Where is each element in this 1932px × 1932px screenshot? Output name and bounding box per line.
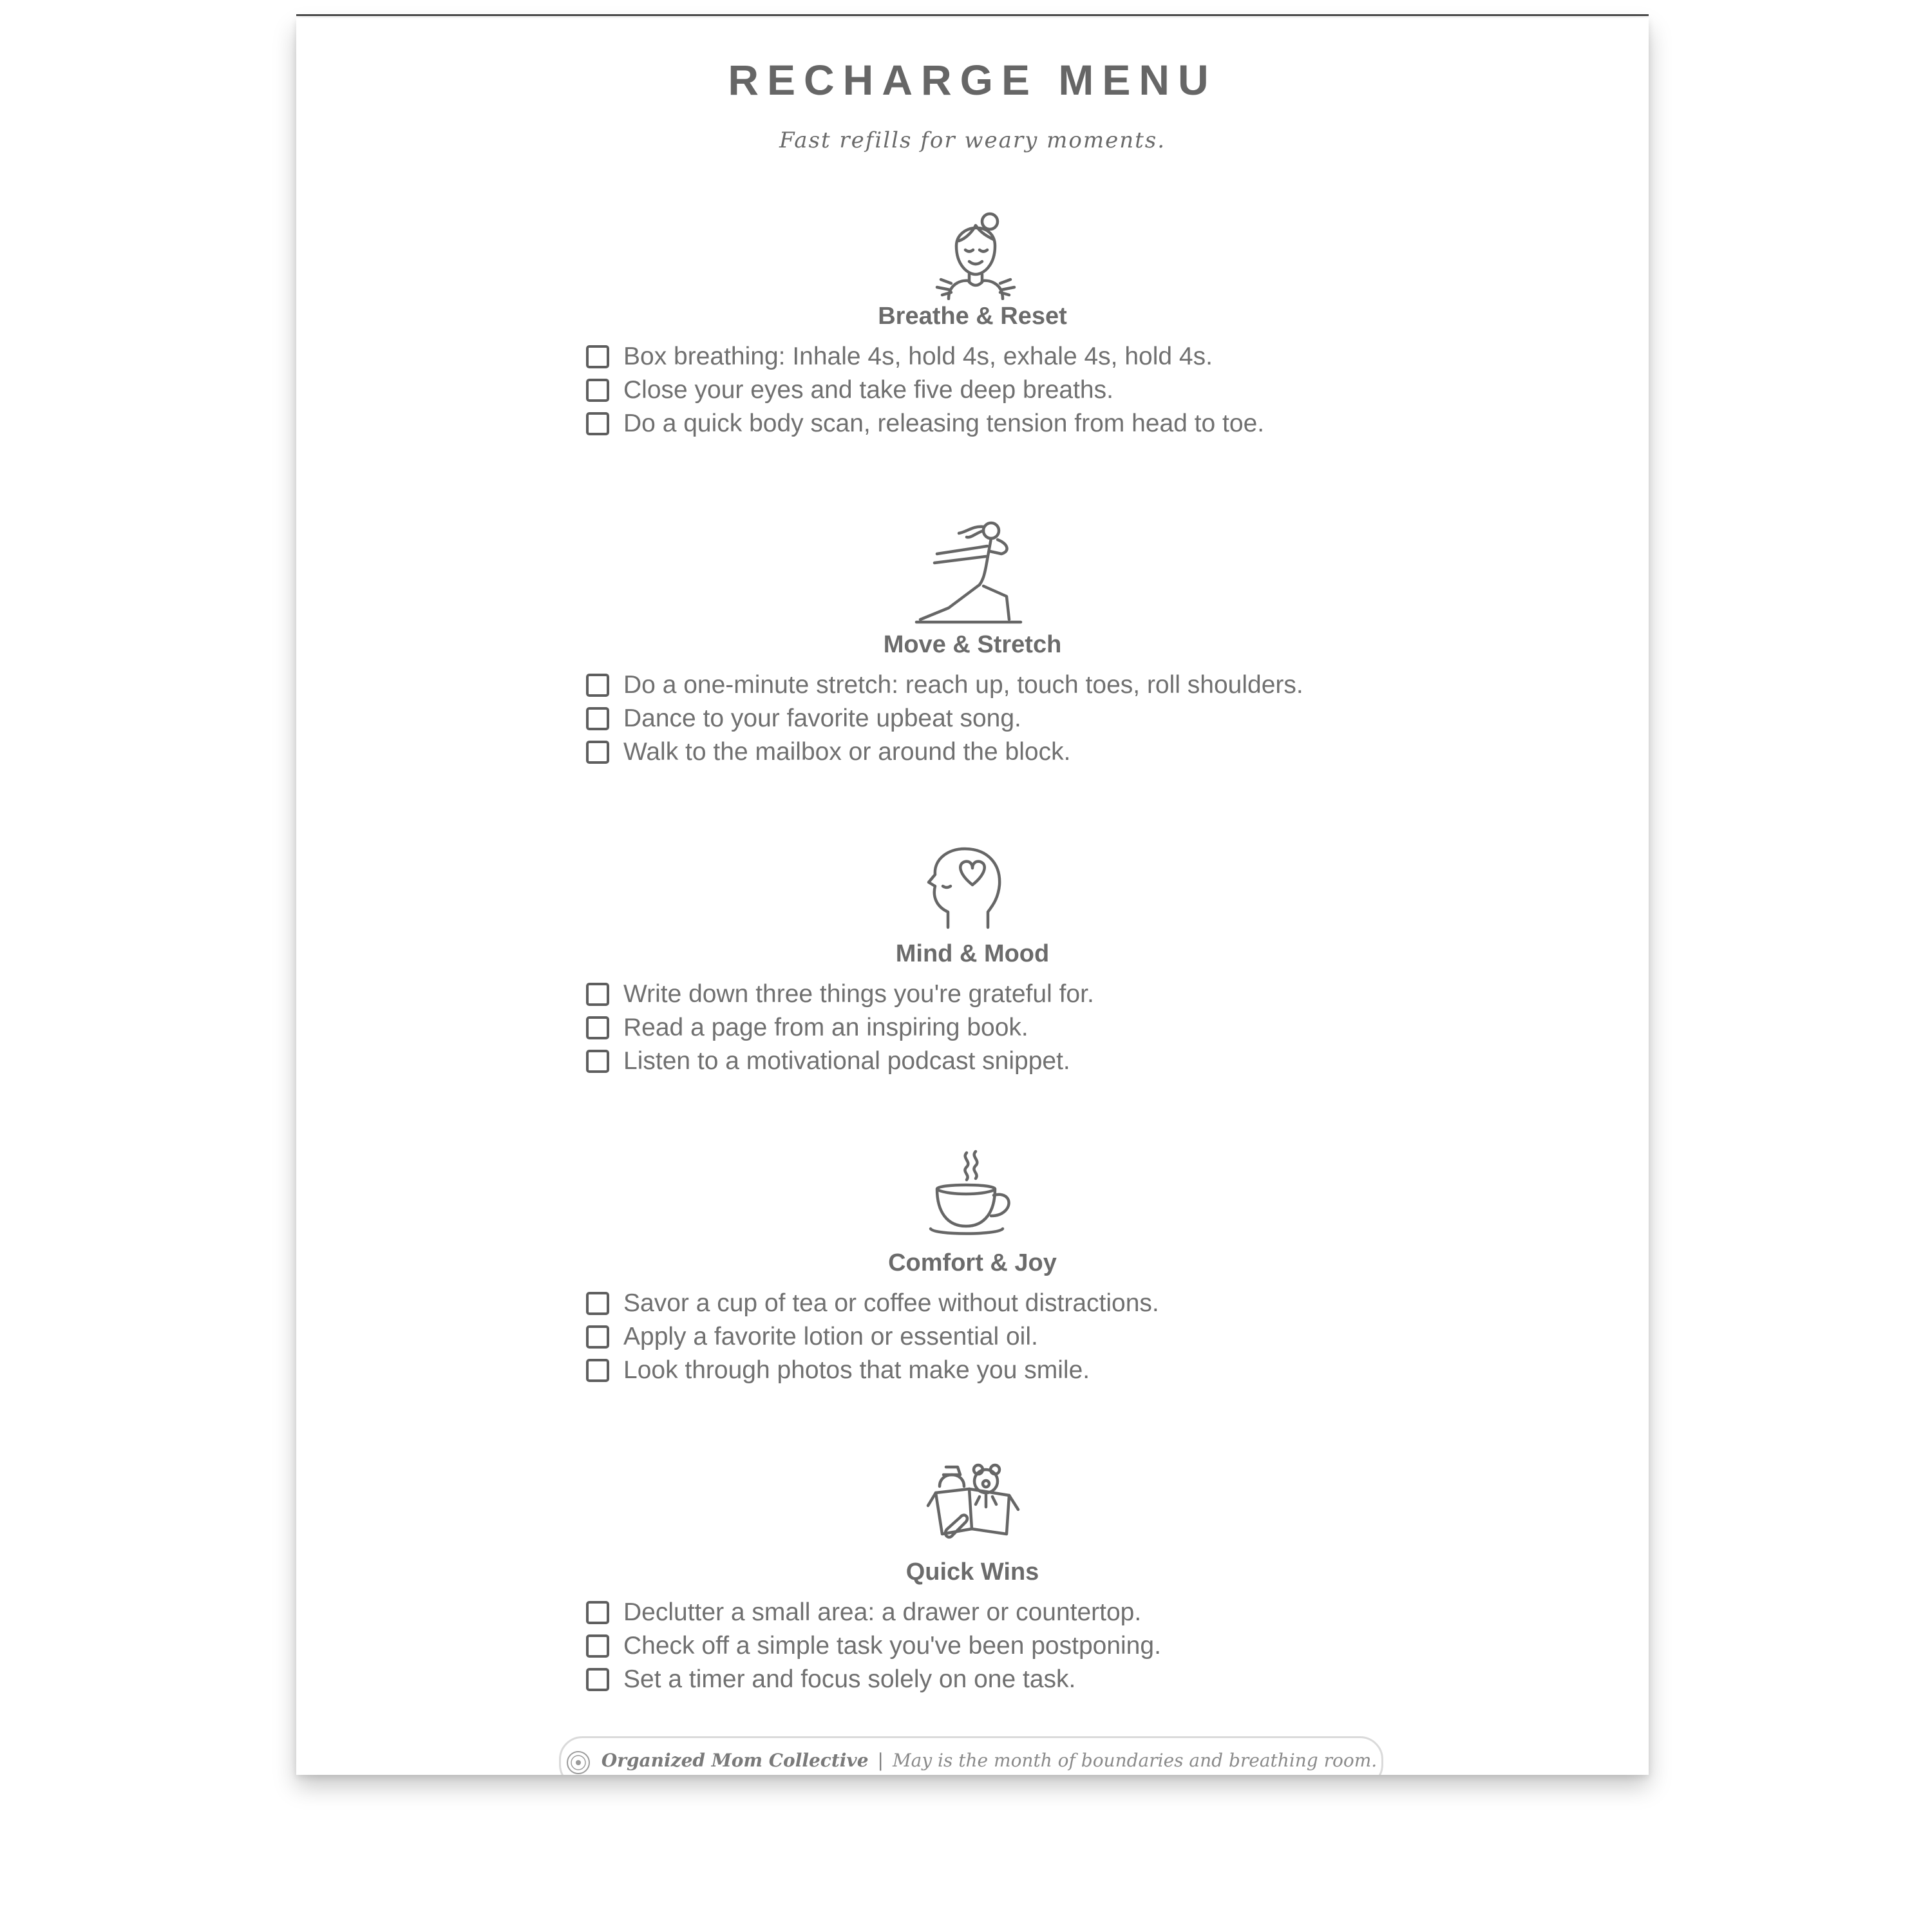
section-title: Mind & Mood [895, 940, 1050, 967]
checkbox[interactable] [586, 1601, 609, 1624]
checklist [586, 340, 1264, 440]
item-text: Do a quick body scan, releasing tension from head to toe. [623, 410, 1265, 437]
section-breathe-reset [296, 205, 1649, 475]
item-text: Do a one-minute stretch: reach up, touch toes, roll shoulders. [623, 671, 1303, 699]
section-comfort-joy [296, 1151, 1649, 1422]
section-title: Comfort & Joy [888, 1249, 1057, 1276]
list-item [586, 978, 1094, 1011]
checkbox[interactable] [586, 1359, 609, 1382]
item-text: Box breathing: Inhale 4s, hold 4s, exhale 4s, hold 4s. [623, 343, 1213, 370]
head-heart-icon [925, 845, 1011, 931]
list-item [586, 374, 1264, 407]
checkbox[interactable] [586, 1325, 609, 1349]
toy-box-icon [924, 1458, 1021, 1548]
checkbox[interactable] [586, 674, 609, 697]
list-item [586, 668, 1303, 702]
list-item [586, 702, 1303, 735]
list-item [586, 340, 1264, 374]
footer-separator: | [877, 1750, 884, 1771]
checklist [586, 1287, 1159, 1387]
lunge-stretch-icon [911, 518, 1027, 625]
item-text: Walk to the mailbox or around the block. [623, 738, 1071, 766]
checkbox[interactable] [586, 412, 609, 435]
section-title: Quick Wins [905, 1558, 1039, 1586]
footer-brand: Organized Mom Collective [601, 1750, 869, 1771]
section-mind-mood [296, 842, 1649, 1113]
top-rule [296, 14, 1649, 16]
item-text: Set a timer and focus solely on one task. [623, 1665, 1076, 1693]
list-item [586, 1320, 1159, 1354]
checkbox[interactable] [586, 1050, 609, 1073]
tea-cup-icon [924, 1149, 1021, 1239]
brand-logo-icon [565, 1750, 591, 1775]
checkbox[interactable] [586, 1016, 609, 1039]
footer-banner [559, 1736, 1383, 1775]
checklist [586, 1596, 1161, 1696]
item-text: Write down three things you're grateful for. [623, 980, 1094, 1008]
item-text: Listen to a motivational podcast snippet. [623, 1047, 1070, 1075]
checklist [586, 978, 1094, 1078]
list-item [586, 407, 1264, 440]
item-text: Look through photos that make you smile. [623, 1356, 1090, 1384]
item-text: Dance to your favorite upbeat song. [623, 705, 1021, 732]
checkbox[interactable] [586, 1292, 609, 1315]
printable-page [296, 18, 1649, 1775]
checkbox[interactable] [586, 345, 609, 368]
item-text: Close your eyes and take five deep breaths. [623, 376, 1113, 404]
section-quick-wins [296, 1461, 1649, 1731]
list-item [586, 1287, 1159, 1320]
checklist [586, 668, 1303, 769]
meditating-woman-icon [931, 207, 1021, 300]
checkbox[interactable] [586, 741, 609, 764]
checkbox[interactable] [586, 1634, 609, 1658]
list-item [586, 1663, 1161, 1696]
checkbox[interactable] [586, 707, 609, 730]
item-text: Declutter a small area: a drawer or countertop. [623, 1598, 1142, 1626]
list-item [586, 1011, 1094, 1045]
list-item [586, 1354, 1159, 1387]
item-text: Check off a simple task you've been postponing. [623, 1632, 1161, 1660]
checkbox[interactable] [586, 1668, 609, 1691]
checkbox[interactable] [586, 379, 609, 402]
list-item [586, 1596, 1161, 1629]
item-text: Read a page from an inspiring book. [623, 1014, 1028, 1041]
checkbox[interactable] [586, 983, 609, 1006]
section-move-stretch [296, 533, 1649, 804]
section-title: Breathe & Reset [878, 303, 1067, 330]
list-item [586, 1629, 1161, 1663]
list-item [586, 735, 1303, 769]
footer-note: May is the month of boundaries and breathing room. [892, 1750, 1378, 1771]
page-title: RECHARGE MENU [728, 56, 1217, 104]
item-text: Savor a cup of tea or coffee without distractions. [623, 1289, 1159, 1317]
item-text: Apply a favorite lotion or essential oil. [623, 1323, 1038, 1350]
section-title: Move & Stretch [883, 631, 1062, 658]
page-subtitle: Fast refills for weary moments. [779, 128, 1166, 153]
list-item [586, 1045, 1094, 1078]
